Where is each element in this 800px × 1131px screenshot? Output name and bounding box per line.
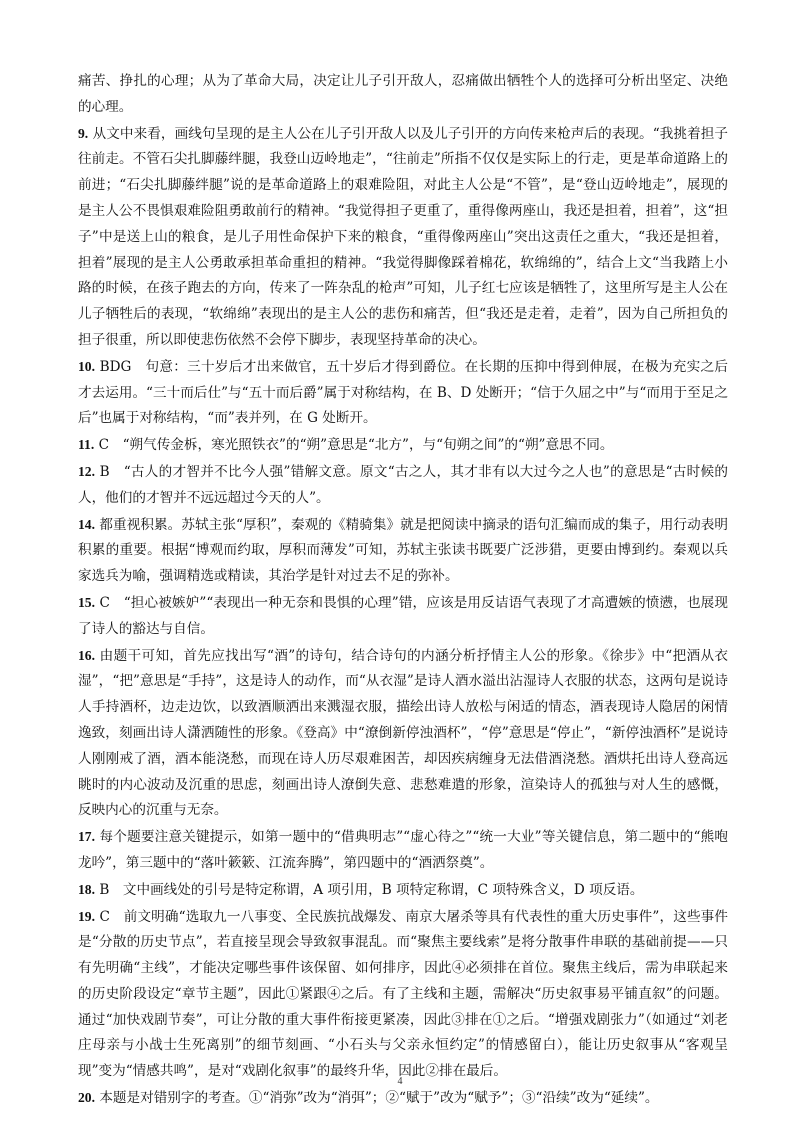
paragraph-text: C 前文明确“选取九一八事变、全民族抗战爆发、南京大屠杀等具有代表性的重大历史事件”，这些事件是“分散的历史节点”，若直接呈现会导致叙事混乱。而“聚焦主要线索”是将分散事件串联的基础前提——只有先明确“主线”，才能决定哪些事件该保留、如何排序，因此④必须排在首位。聚焦主线后，需为串联起来的历史阶段设定“章节主题”，因此①紧跟④之后。有了主线和主题，需解决“历史叙事易平铺直叙”的问题。通过“加快戏剧节奏”，可让分散的重大事件衔接更紧凑，因此③排在①之后。“增强戏剧张力”（如通过“刘老庄母亲与小战士生死离别”的细节刻画、“小石头与父亲永恒约定”的情感留白），能让历史叙事从“客观呈现”变为“情感共鸣”，是对“戏剧化叙事”的最终升华，因此②排在最后。 — [78, 908, 728, 1080]
paragraph-text: 每个题要注意关键提示，如第一题中的“借典明志”“虚心待之”“统一大业”等关键信息，第二题中的“熊咆龙吟”，第三题中的“落叶簌簌、江流奔腾”，第四题中的“酒洒祭奠”。 — [78, 829, 728, 871]
answer-10 — [78, 354, 728, 432]
paragraph-text: B “古人的才智并不比今人强”错解文意。原文“古之人，其才非有以大过今之人也”的意思是“古时候的人，他们的才智并不远远超过今天的人”。 — [78, 463, 728, 506]
answer-content — [78, 69, 728, 1112]
answer-19 — [78, 904, 728, 1086]
question-number: 15. — [78, 594, 95, 610]
paragraph-text: 从文中来看，画线句呈现的是主人公在儿子引开敌人以及儿子引开的方向传来枪声后的表现。“我挑着担子往前走。不管石尖扎脚藤绊腿，我登山迈岭地走”，“往前走”所指不仅仅是实际上的行走，更是革命道路上的前进；“石尖扎脚藤绊腿”说的是革命道路上的艰难险阻，对此主人公是“不管”，是“登山迈岭地走”，展现的是主人公不畏惧艰难险阻勇敢前行的精神。“我觉得担子更重了，重得像两座山，我还是担着，担着”，这“担子”中是送上山的粮食，是儿子用性命保护下来的粮食，“重得像两座山”突出这责任之重大，“我还是担着，担着”展现的是主人公勇敢承担革命重担的精神。“我觉得脚像踩着棉花，软绵绵的”，结合上文“当我踏上小路的时候，在孩子跑去的方向，传来了一阵杂乱的枪声”可知，儿子红七应该是牺牲了，这里所写是主人公在儿子牺牲后的表现，“软绵绵”表现出的是主人公的悲伤和痛苦，但“我还是走着，走着”，因为自己所担负的担子很重，所以即使悲伤依然不会停下脚步，表现坚持革命的决心。 — [78, 125, 728, 348]
question-number: 16. — [78, 647, 95, 663]
paragraph-continuation — [78, 69, 728, 121]
question-number: 14. — [78, 516, 95, 532]
question-number: 9. — [78, 125, 89, 141]
answer-18 — [78, 877, 728, 904]
paragraph-text: 由题干可知，首先应找出写“酒”的诗句，结合诗句的内涵分析抒情主人公的形象。《徐步》中“把酒从衣湿”，“把”意思是“手持”，这是诗人的动作，而“从衣湿”是诗人酒水溢出沾湿诗人衣服的状态，这两句是说诗人手持酒杯，边走边饮，以致酒顺洒出来溅湿衣服，描绘出诗人放松与闲适的情态，酒表现诗人隐居的闲情逸致，刻画出诗人潇洒随性的形象。《登高》中“潦倒新停浊酒杯”，“停”意思是“停止”，“新停浊酒杯”是说诗人刚刚戒了酒，酒本能浇愁，而现在诗人历尽艰难困苦，却因疾病缠身无法借酒浇愁。酒烘托出诗人登高远眺时的内心波动及沉重的思虑，刻画出诗人潦倒失意、悲愁难遣的形象，渲染诗人的孤独与对人生的感慨，反映内心的沉重与无奈。 — [78, 647, 728, 819]
paragraph-text: C “担心被嫉妒”“表现出一种无奈和畏惧的心理”错，应该是用反诘语气表现了才高遭嫉的愤懑，也展现了诗人的豁达与自信。 — [78, 594, 728, 637]
question-number: 10. — [78, 358, 95, 374]
question-number: 11. — [78, 437, 95, 453]
question-number: 17. — [78, 829, 95, 845]
answer-20 — [78, 1085, 728, 1112]
question-number: 12. — [78, 463, 95, 479]
answer-12 — [78, 459, 728, 512]
question-number: 20. — [78, 1090, 95, 1106]
paragraph-text: C “朔气传金柝，寒光照铁衣”的“朔”意思是“北方”，与“旬朔之间”的“朔”意思不同。 — [94, 437, 614, 454]
paragraph-text: 本题是对错别字的考查。①“消弥”改为“消弭”；②“赋于”改为“赋予”；③“沿续”改为“延续”。 — [95, 1090, 659, 1107]
page-number: 4 — [397, 1076, 403, 1087]
question-number: 19. — [78, 908, 95, 924]
answer-14 — [78, 512, 728, 590]
answer-15 — [78, 590, 728, 643]
paragraph-text: 都重视积累。苏轼主张“厚积”，秦观的《精骑集》就是把阅读中摘录的语句汇编而成的集子，用行动表明积累的重要。根据“博观而约取，厚积而薄发”可知，苏轼主张读书既要广泛涉猎，更要由博到约。秦观以兵家选兵为喻，强调精选或精读，其治学是针对过去不足的弥补。 — [78, 516, 728, 585]
paragraph-text: B 文中画线处的引号是特定称谓，A 项引用，B 项特定称谓，C 项特殊含义，D 项反语。 — [95, 881, 644, 898]
answer-9 — [78, 121, 728, 354]
paragraph-text: BDG 句意：三十岁后才出来做官，五十岁后才得到爵位。在长期的压抑中得到伸展，在极为充实之后才去运用。“三十而后仕”与“五十而后爵”属于对称结构，在 B、D 处断开；“信于久屈之中”与“而用于至足之后”也属于对称结构，“而”表并列，在 G 处断开。 — [78, 358, 728, 427]
answer-16 — [78, 643, 728, 825]
question-number: 18. — [78, 881, 95, 897]
answer-11 — [78, 432, 728, 459]
paragraph-text: 痛苦、挣扎的心理；从为了革命大局，决定让儿子引开敌人，忍痛做出牺牲个人的选择可分析出坚定、决绝的心理。 — [78, 73, 728, 115]
answer-17 — [78, 824, 728, 877]
